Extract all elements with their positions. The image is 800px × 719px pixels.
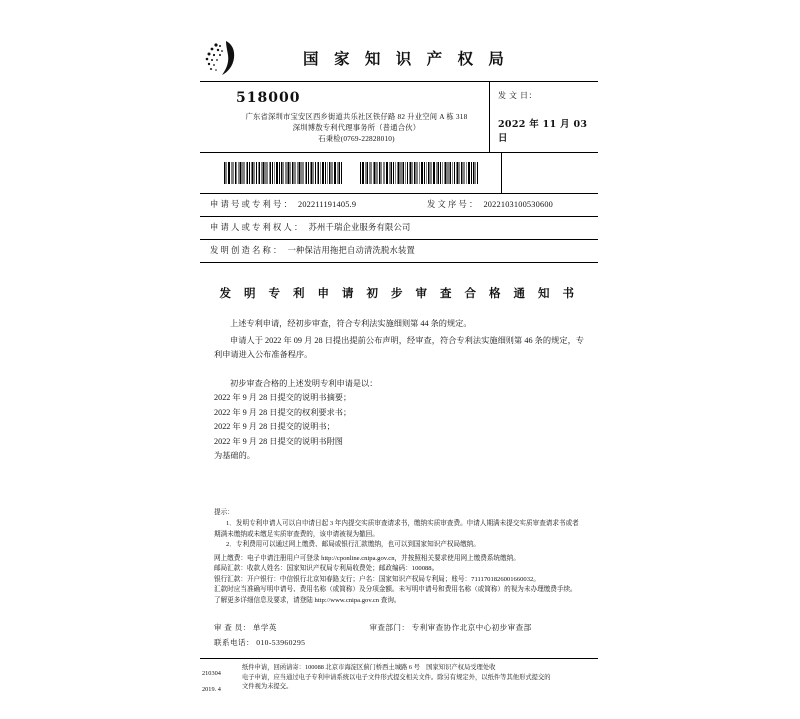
issuing-authority-title: 国 家 知 识 产 权 局 bbox=[303, 49, 509, 68]
field-row-application-number bbox=[200, 194, 598, 217]
signature-row bbox=[200, 620, 598, 635]
department-value: 专利审查协作北京中心初步审查部 bbox=[411, 623, 532, 632]
body-paragraph-1: 上述专利申请，经初步审查，符合专利法实施细则第 44 条的规定。 bbox=[230, 319, 472, 328]
issue-date-value: 2022 年 11 月 03 日 bbox=[498, 119, 588, 144]
footer-line: 电子申请，应当通过电子专利申请系统以电子文件形式提交相关文件。除另有规定外，以纸件等其他形式提交的 bbox=[242, 673, 551, 681]
department-field bbox=[369, 620, 584, 635]
barcode-container bbox=[200, 153, 502, 193]
notes-item: 1．发明专利申请人可以自申请日起 3 年内提交实质审查请求书，缴纳实质审查费。申请人期满未提交实质审查请求书或者期满未缴纳或未缴足实质审查费的，该申请被视为撤回。 bbox=[214, 520, 579, 538]
basis-list-item: 2022 年 9 月 28 日提交的说明书； bbox=[214, 422, 335, 431]
examiner-value: 单学英 bbox=[252, 623, 277, 632]
dispatch-serial-field bbox=[417, 199, 598, 211]
address-line-2: 深圳博敖专利代理事务所（普通合伙） bbox=[292, 123, 421, 132]
invention-title-label: 发明创造名称： bbox=[210, 246, 284, 255]
contact-value: 010-53960295 bbox=[256, 638, 306, 647]
invention-title-field bbox=[200, 245, 598, 257]
footer-form-codes bbox=[200, 663, 242, 701]
notes-item: 2．专利费用可以通过网上缴费、邮局或银行汇款缴纳，也可以到国家知识产权局缴纳。 bbox=[226, 541, 480, 548]
applicant-label: 申请人或专利权人： bbox=[210, 223, 305, 232]
notes-section bbox=[200, 508, 598, 607]
dispatch-serial-value: 2022103100530600 bbox=[483, 200, 554, 209]
footer-line: 文件视为未提交。 bbox=[242, 683, 293, 690]
address-block bbox=[200, 82, 598, 153]
basis-list-lead: 初步审查合格的上述发明专利申请是以： bbox=[230, 378, 378, 388]
contact-field bbox=[200, 637, 598, 648]
payment-line-remittance: 汇款时应当准确写明申请号、费用名称（或简称）及分项金额。未写明申请号和费用名称（或简称）的视为未办理缴费手续。 bbox=[214, 586, 577, 593]
payment-line-bank: 银行汇款：开户银行：中信银行北京知春路支行；户名：国家知识产权局专利局；账号：7111701826001660032。 bbox=[214, 575, 540, 583]
basis-list-tail: 为基础的。 bbox=[214, 451, 255, 460]
national-emblem-icon bbox=[202, 38, 244, 78]
address-line-3: 石秉检(0769-22828010) bbox=[318, 134, 395, 143]
field-row-applicant bbox=[200, 217, 598, 240]
payment-line-online: 网上缴费：电子申请注册用户可登录 http://cponline.cnipa.gov.cn，并按照相关要求使用网上缴费系统缴纳。 bbox=[214, 554, 520, 562]
contact-label: 联系电话： bbox=[214, 638, 254, 647]
notice-body bbox=[200, 317, 598, 363]
barcode-left-icon bbox=[224, 162, 342, 184]
dispatch-serial-label: 发文序号： bbox=[426, 200, 480, 209]
document-header bbox=[200, 35, 598, 82]
basis-list-item: 2022 年 9 月 28 日提交的说明书摘要； bbox=[214, 393, 352, 402]
footer-instructions bbox=[242, 663, 598, 701]
applicant-value: 苏州千瑞企业服务有限公司 bbox=[308, 223, 411, 232]
barcode-right-icon bbox=[360, 162, 478, 184]
footer-form-code: 210304 bbox=[202, 670, 221, 678]
application-number-value: 202211191405.9 bbox=[297, 200, 357, 209]
applicant-field bbox=[200, 222, 598, 234]
application-number-label: 申请号或专利号： bbox=[210, 200, 294, 209]
recipient-address bbox=[200, 82, 490, 152]
issue-date-block bbox=[490, 82, 598, 152]
examiner-label: 审 查 员： bbox=[214, 623, 251, 632]
department-label: 审查部门： bbox=[369, 623, 410, 632]
footer-line: 纸件申请，回函请寄：100088 北京市海淀区蓟门桥西土城路 6 号 国家知识产权局受理处收 bbox=[242, 664, 496, 671]
payment-line-post: 邮局汇款：收款人姓名：国家知识产权局专利局收费处；邮政编码：100088。 bbox=[214, 565, 439, 572]
body-paragraph-2: 申请人于 2022 年 09 月 28 日提出提前公布声明，经审查，符合专利法实施细则第 46 条的规定，专利申请进入公布准备程序。 bbox=[214, 335, 584, 359]
application-number-field bbox=[200, 199, 417, 211]
payment-line-website: 了解更多详细信息及要求，请登陆 http://www.cnipa.gov.cn 查询。 bbox=[214, 596, 401, 604]
basis-list-item: 2022 年 9 月 28 日提交的权利要求书； bbox=[214, 407, 352, 417]
basis-list-item: 2022 年 9 月 28 日提交的说明书附图 bbox=[214, 436, 343, 446]
footer-form-version: 2019. 4 bbox=[202, 686, 221, 694]
notice-document bbox=[200, 35, 598, 701]
page-title: 发 明 专 利 申 请 初 步 审 查 合 格 通 知 书 bbox=[219, 286, 579, 300]
notes-title: 提示： bbox=[214, 508, 234, 516]
issue-date-label: 发 文 日： bbox=[498, 91, 537, 100]
field-row-invention-title bbox=[200, 240, 598, 263]
invention-title-value: 一种保洁用拖把自动清洗脱水装置 bbox=[287, 246, 415, 255]
barcode-row bbox=[200, 153, 598, 194]
document-footer bbox=[200, 658, 598, 701]
address-line-1: 广东省深圳市宝安区西乡街道共乐社区铁仔路 82 升业空间 A 栋 318 bbox=[245, 112, 468, 121]
postal-code: 518000 bbox=[236, 90, 301, 106]
basis-document-list bbox=[200, 377, 598, 464]
examiner-field bbox=[214, 620, 369, 635]
